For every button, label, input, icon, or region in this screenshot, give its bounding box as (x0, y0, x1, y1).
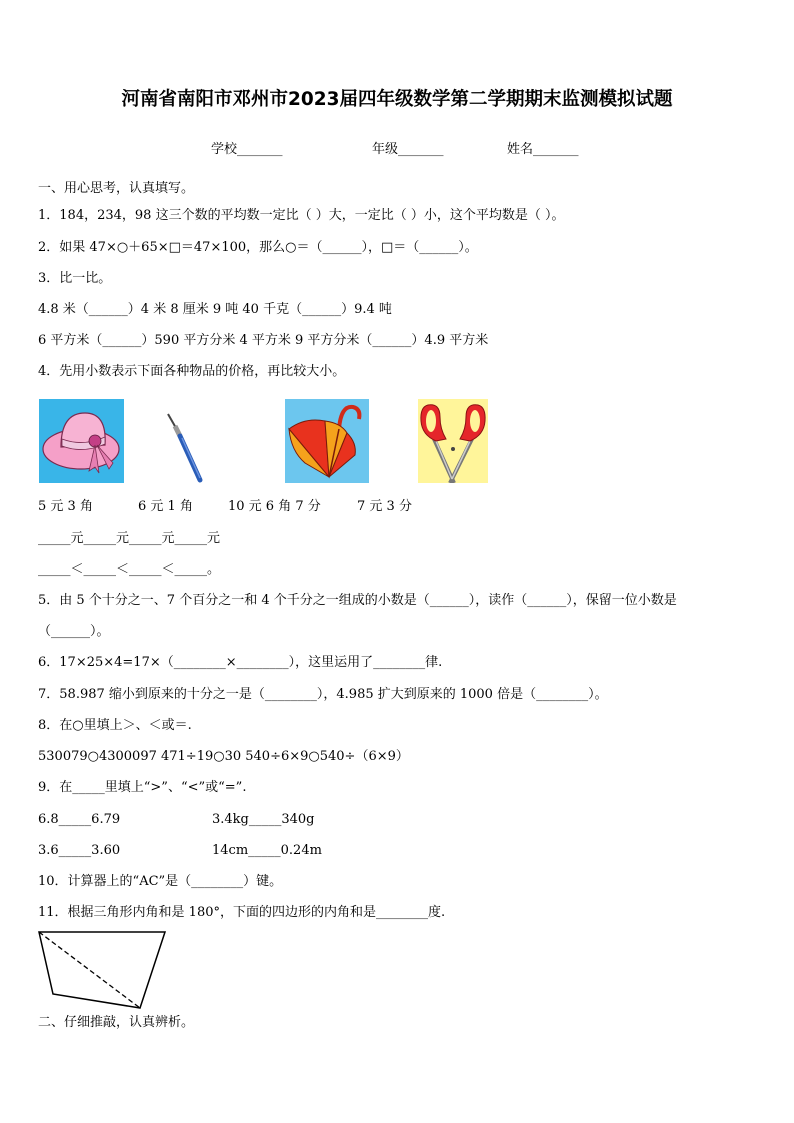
question-6: 6．17×25×4=17×（________×________），这里运用了________律. (38, 655, 443, 670)
question-4-decimal-blanks[interactable]: _____元_____元_____元_____元 (38, 531, 221, 546)
price-hat: 5 元 3 角 (38, 499, 93, 514)
question-9-row-1-right: 3.4kg_____340g (212, 812, 315, 827)
question-5-line-2: （______）。 (38, 624, 110, 639)
name-field[interactable]: 姓名_______ (507, 142, 579, 157)
question-9-row-1-left: 6.8_____6.79 (38, 812, 121, 827)
question-8: 8．在○里填上＞、＜或＝. (38, 718, 192, 733)
question-3: 3．比一比。 (38, 271, 112, 286)
scissors-icon (418, 399, 488, 483)
grade-field[interactable]: 年级_______ (372, 142, 444, 157)
umbrella-icon (285, 399, 369, 483)
question-7: 7．58.987 缩小到原来的十分之一是（________），4.985 扩大到原来的 1000 倍是（________）。 (38, 687, 608, 702)
question-4: 4．先用小数表示下面各种物品的价格，再比较大小。 (38, 364, 346, 379)
question-3-row-1: 4.8 米（______）4 米 8 厘米 9 吨 40 千克（______）9.4 吨 (38, 302, 392, 317)
section-1-heading: 一、用心思考，认真填写。 (38, 181, 195, 196)
price-scissors: 7 元 3 分 (357, 499, 412, 514)
quadrilateral-figure (36, 928, 170, 1012)
question-1: 1．184，234，98 这三个数的平均数一定比（ ）大，一定比（ ）小，这个平均数是（ ）。 (38, 208, 565, 223)
question-11: 11．根据三角形内角和是 180°，下面的四边形的内角和是________度. (38, 905, 446, 920)
question-4-compare-blanks[interactable]: _____＜_____＜_____＜_____。 (38, 562, 221, 577)
price-pen: 6 元 1 角 (138, 499, 193, 514)
question-10: 10．计算器上的“AC”是（________）键。 (38, 874, 283, 889)
hat-icon (39, 399, 124, 483)
question-3-row-2: 6 平方米（______）590 平方分米 4 平方米 9 平方分米（______）4.9 平方米 (38, 333, 489, 348)
question-9-row-2-right: 14cm_____0.24m (212, 843, 322, 858)
question-8-row: 530079○4300097 471÷19○30 540÷6×9○540÷（6×9） (38, 749, 409, 764)
section-2-heading: 二、仔细推敲，认真辨析。 (38, 1015, 195, 1030)
question-9: 9．在_____里填上“>”、“<”或“=”. (38, 780, 247, 795)
question-9-row-2-left: 3.6_____3.60 (38, 843, 121, 858)
school-field[interactable]: 学校_______ (211, 142, 283, 157)
question-2: 2．如果 47×○＋65×□＝47×100，那么○＝（______），□＝（______）。 (38, 240, 478, 255)
question-5-line-1: 5．由 5 个十分之一、7 个百分之一和 4 个千分之一组成的小数是（______），读作（______），保留一位小数是 (38, 593, 677, 608)
pen-icon (160, 410, 208, 485)
page-title: 河南省南阳市邓州市2023届四年级数学第二学期期末监测模拟试题 (121, 89, 673, 110)
price-umbrella: 10 元 6 角 7 分 (228, 499, 321, 514)
